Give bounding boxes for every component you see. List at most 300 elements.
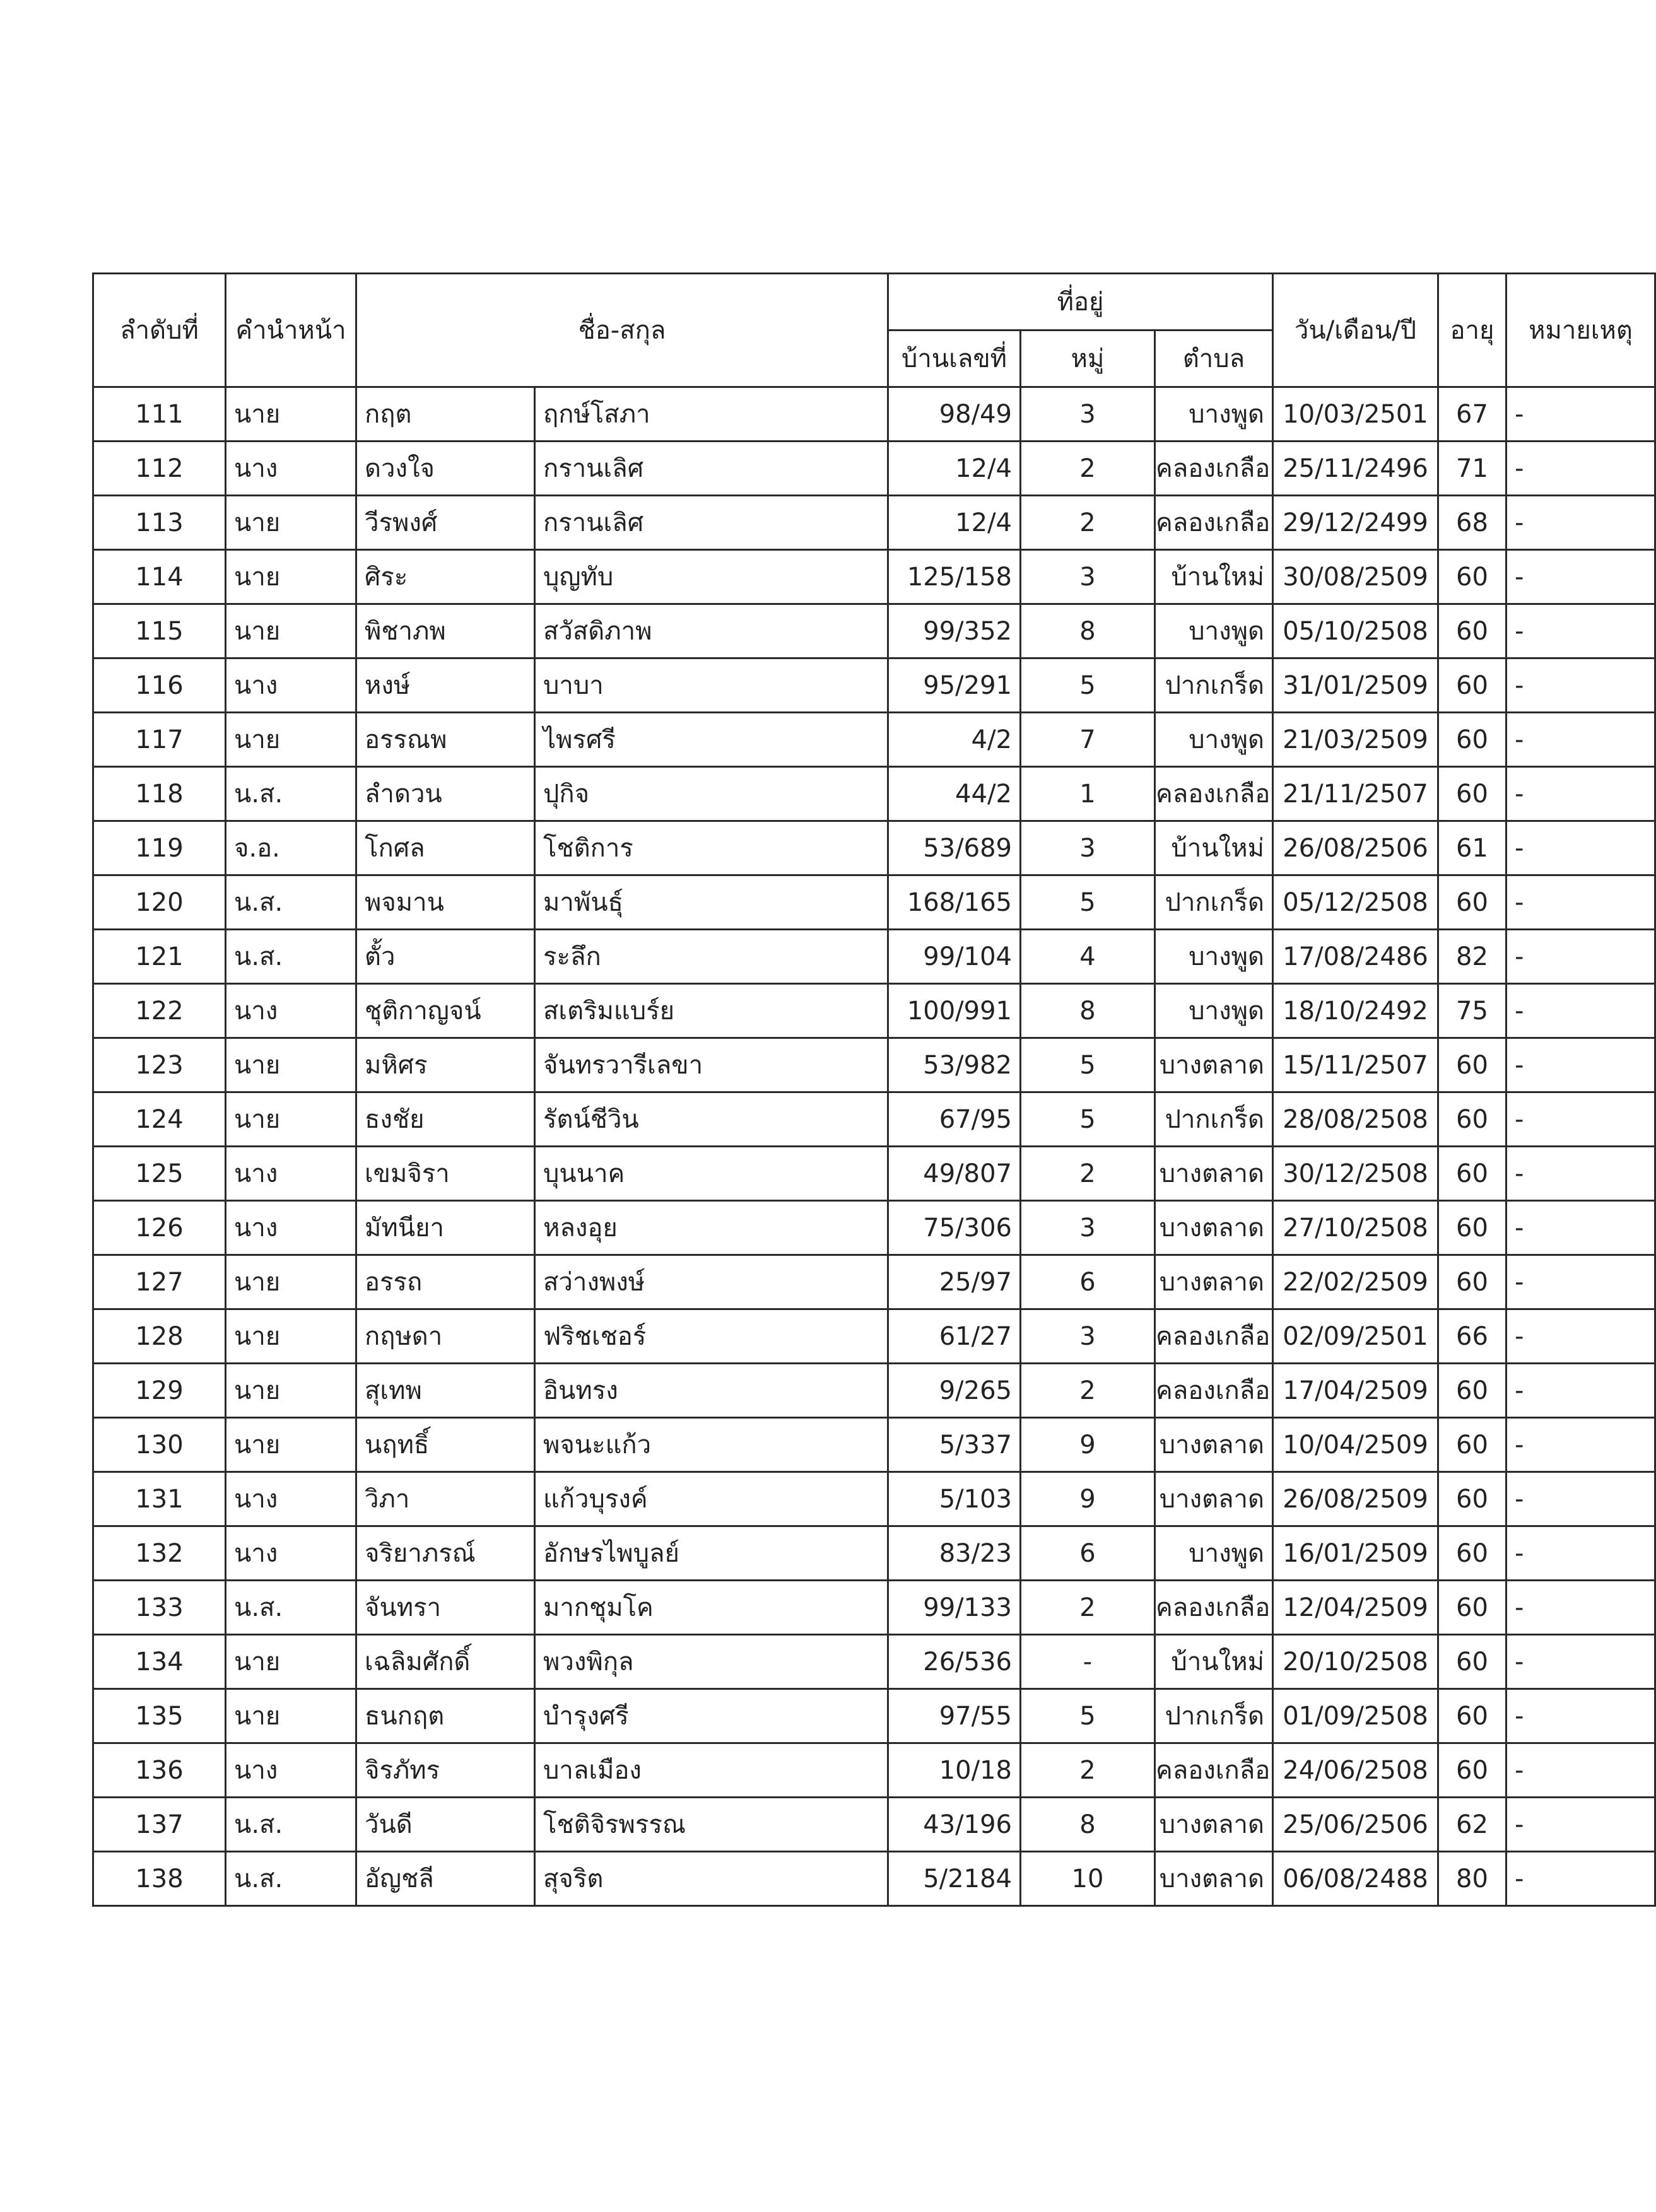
cell-age: 60 [1438, 550, 1506, 604]
cell-no: 135 [93, 1689, 226, 1743]
cell-last-name: สวัสดิภาพ [535, 604, 888, 658]
cell-moo: - [1021, 1635, 1155, 1689]
cell-tambon: บางตลาด [1155, 1472, 1273, 1526]
table-row [93, 1309, 1655, 1364]
cell-moo: 1 [1021, 767, 1155, 821]
cell-no: 130 [93, 1418, 226, 1472]
cell-last-name: ฟริชเชอร์ [535, 1309, 888, 1364]
cell-dob: 21/11/2507 [1273, 767, 1438, 821]
cell-prefix: นาง [226, 442, 356, 496]
cell-no: 122 [93, 984, 226, 1038]
cell-note: - [1506, 1309, 1618, 1364]
table-row [93, 1852, 1655, 1906]
cell-moo: 9 [1021, 1472, 1155, 1526]
cell-dob: 28/08/2508 [1273, 1092, 1438, 1147]
cell-house-no: 4/2 [888, 713, 1021, 767]
cell-moo: 3 [1021, 387, 1155, 442]
cell-first-name: สุเทพ [356, 1364, 535, 1418]
cell-house-no: 75/306 [888, 1201, 1021, 1255]
cell-house-no: 5/337 [888, 1418, 1021, 1472]
cell-first-name: ธนกฤต [356, 1689, 535, 1743]
cell-first-name: กฤษดา [356, 1309, 535, 1364]
cell-house-no: 61/27 [888, 1309, 1021, 1364]
cell-tambon: คลองเกลือ [1155, 496, 1273, 550]
cell-tambon: บางพูด [1155, 604, 1273, 658]
table-row [93, 1092, 1655, 1147]
cell-first-name: จิรภัทร [356, 1743, 535, 1798]
cell-moo: 8 [1021, 984, 1155, 1038]
cell-house-no: 10/18 [888, 1743, 1021, 1798]
cell-moo: 2 [1021, 496, 1155, 550]
cell-moo: 8 [1021, 604, 1155, 658]
cell-age: 60 [1438, 1201, 1506, 1255]
cell-age: 61 [1438, 821, 1506, 875]
cell-spacer [1618, 1092, 1655, 1147]
cell-first-name: วันดี [356, 1798, 535, 1852]
cell-house-no: 9/265 [888, 1364, 1021, 1418]
cell-spacer [1618, 821, 1655, 875]
cell-prefix: น.ส. [226, 1852, 356, 1906]
cell-age: 67 [1438, 387, 1506, 442]
cell-spacer [1618, 1364, 1655, 1418]
cell-dob: 05/10/2508 [1273, 604, 1438, 658]
cell-spacer [1618, 713, 1655, 767]
cell-age: 66 [1438, 1309, 1506, 1364]
cell-first-name: จันทรา [356, 1581, 535, 1635]
cell-age: 60 [1438, 604, 1506, 658]
table-row [93, 1581, 1655, 1635]
cell-note: - [1506, 550, 1618, 604]
cell-age: 60 [1438, 1418, 1506, 1472]
cell-spacer [1618, 550, 1655, 604]
cell-house-no: 83/23 [888, 1526, 1021, 1581]
cell-tambon: คลองเกลือ [1155, 442, 1273, 496]
table-row [93, 1038, 1655, 1092]
cell-note: - [1506, 1038, 1618, 1092]
cell-no: 137 [93, 1798, 226, 1852]
cell-note: - [1506, 930, 1618, 984]
cell-house-no: 53/982 [888, 1038, 1021, 1092]
cell-dob: 05/12/2508 [1273, 875, 1438, 930]
cell-last-name: ระลึก [535, 930, 888, 984]
cell-note: - [1506, 984, 1618, 1038]
cell-prefix: จ.อ. [226, 821, 356, 875]
cell-first-name: พจมาน [356, 875, 535, 930]
cell-first-name: ศิระ [356, 550, 535, 604]
cell-house-no: 168/165 [888, 875, 1021, 930]
header-house-no: บ้านเลขที่ [888, 331, 1021, 387]
cell-moo: 2 [1021, 1743, 1155, 1798]
cell-age: 60 [1438, 1092, 1506, 1147]
cell-tambon: บางตลาด [1155, 1201, 1273, 1255]
cell-last-name: บาบา [535, 658, 888, 713]
header-prefix: คำนำหน้า [226, 274, 356, 387]
cell-dob: 26/08/2509 [1273, 1472, 1438, 1526]
cell-note: - [1506, 496, 1618, 550]
cell-dob: 27/10/2508 [1273, 1201, 1438, 1255]
cell-moo: 3 [1021, 821, 1155, 875]
cell-moo: 5 [1021, 1689, 1155, 1743]
cell-prefix: นาย [226, 1255, 356, 1309]
cell-age: 62 [1438, 1798, 1506, 1852]
cell-no: 127 [93, 1255, 226, 1309]
header-dob: วัน/เดือน/ปี [1273, 274, 1438, 387]
cell-last-name: ปุกิจ [535, 767, 888, 821]
table-row [93, 1364, 1655, 1418]
cell-age: 60 [1438, 875, 1506, 930]
cell-last-name: ฤกษ์โสภา [535, 387, 888, 442]
cell-tambon: คลองเกลือ [1155, 1364, 1273, 1418]
header-note: หมายเหตุ [1506, 274, 1655, 387]
cell-spacer [1618, 1581, 1655, 1635]
cell-dob: 12/04/2509 [1273, 1581, 1438, 1635]
cell-age: 60 [1438, 767, 1506, 821]
cell-house-no: 67/95 [888, 1092, 1021, 1147]
cell-dob: 26/08/2506 [1273, 821, 1438, 875]
cell-no: 136 [93, 1743, 226, 1798]
cell-note: - [1506, 1147, 1618, 1201]
cell-prefix: นาย [226, 496, 356, 550]
cell-spacer [1618, 1689, 1655, 1743]
cell-tambon: คลองเกลือ [1155, 1581, 1273, 1635]
cell-moo: 5 [1021, 658, 1155, 713]
cell-moo: 4 [1021, 930, 1155, 984]
cell-tambon: บางตลาด [1155, 1255, 1273, 1309]
cell-tambon: ปากเกร็ด [1155, 875, 1273, 930]
cell-tambon: บางตลาด [1155, 1798, 1273, 1852]
cell-spacer [1618, 1309, 1655, 1364]
cell-first-name: มหิศร [356, 1038, 535, 1092]
cell-house-no: 12/4 [888, 442, 1021, 496]
cell-age: 60 [1438, 1581, 1506, 1635]
cell-moo: 10 [1021, 1852, 1155, 1906]
cell-last-name: หลงอุย [535, 1201, 888, 1255]
cell-note: - [1506, 1852, 1618, 1906]
table-row [93, 713, 1655, 767]
cell-first-name: ตั้ว [356, 930, 535, 984]
table-row [93, 604, 1655, 658]
cell-spacer [1618, 1038, 1655, 1092]
cell-house-no: 125/158 [888, 550, 1021, 604]
cell-note: - [1506, 387, 1618, 442]
cell-no: 128 [93, 1309, 226, 1364]
cell-note: - [1506, 604, 1618, 658]
cell-house-no: 25/97 [888, 1255, 1021, 1309]
header-age: อายุ [1438, 274, 1506, 387]
header-moo: หมู่ [1021, 331, 1155, 387]
cell-first-name: เฉลิมศักดิ์ [356, 1635, 535, 1689]
cell-tambon: บางพูด [1155, 713, 1273, 767]
cell-first-name: พิชาภพ [356, 604, 535, 658]
cell-last-name: พวงพิกุล [535, 1635, 888, 1689]
cell-house-no: 5/2184 [888, 1852, 1021, 1906]
table-row [93, 767, 1655, 821]
table-body [93, 387, 1655, 1906]
cell-note: - [1506, 1743, 1618, 1798]
cell-tambon: ปากเกร็ด [1155, 1689, 1273, 1743]
cell-tambon: บ้านใหม่ [1155, 821, 1273, 875]
cell-no: 131 [93, 1472, 226, 1526]
cell-no: 116 [93, 658, 226, 713]
cell-moo: 5 [1021, 1038, 1155, 1092]
cell-no: 115 [93, 604, 226, 658]
cell-moo: 3 [1021, 1309, 1155, 1364]
cell-first-name: วีรพงศ์ [356, 496, 535, 550]
cell-prefix: น.ส. [226, 1581, 356, 1635]
cell-age: 60 [1438, 1255, 1506, 1309]
cell-prefix: นาย [226, 604, 356, 658]
cell-spacer [1618, 1743, 1655, 1798]
cell-house-no: 5/103 [888, 1472, 1021, 1526]
cell-age: 60 [1438, 1038, 1506, 1092]
table-row [93, 496, 1655, 550]
cell-house-no: 100/991 [888, 984, 1021, 1038]
cell-house-no: 53/689 [888, 821, 1021, 875]
cell-house-no: 49/807 [888, 1147, 1021, 1201]
cell-dob: 22/02/2509 [1273, 1255, 1438, 1309]
cell-no: 114 [93, 550, 226, 604]
cell-spacer [1618, 1852, 1655, 1906]
cell-dob: 18/10/2492 [1273, 984, 1438, 1038]
cell-spacer [1618, 496, 1655, 550]
cell-last-name: กรานเลิศ [535, 442, 888, 496]
cell-no: 112 [93, 442, 226, 496]
cell-moo: 7 [1021, 713, 1155, 767]
cell-prefix: นาย [226, 713, 356, 767]
cell-tambon: บางพูด [1155, 387, 1273, 442]
cell-last-name: บาลเมือง [535, 1743, 888, 1798]
cell-dob: 17/08/2486 [1273, 930, 1438, 984]
cell-prefix: นาย [226, 1689, 356, 1743]
cell-prefix: นาง [226, 984, 356, 1038]
cell-age: 60 [1438, 1743, 1506, 1798]
cell-house-no: 26/536 [888, 1635, 1021, 1689]
cell-dob: 02/09/2501 [1273, 1309, 1438, 1364]
cell-prefix: นาย [226, 1418, 356, 1472]
cell-first-name: ดวงใจ [356, 442, 535, 496]
cell-last-name: โชติการ [535, 821, 888, 875]
cell-age: 60 [1438, 1147, 1506, 1201]
cell-prefix: นาง [226, 1472, 356, 1526]
cell-spacer [1618, 1201, 1655, 1255]
header-name: ชื่อ-สกุล [356, 274, 888, 387]
cell-no: 132 [93, 1526, 226, 1581]
cell-house-no: 99/104 [888, 930, 1021, 984]
cell-prefix: นาง [226, 1743, 356, 1798]
cell-prefix: น.ส. [226, 767, 356, 821]
cell-prefix: น.ส. [226, 1798, 356, 1852]
cell-dob: 31/01/2509 [1273, 658, 1438, 713]
cell-dob: 21/03/2509 [1273, 713, 1438, 767]
cell-no: 119 [93, 821, 226, 875]
table-header [93, 274, 1655, 387]
cell-dob: 29/12/2499 [1273, 496, 1438, 550]
cell-no: 113 [93, 496, 226, 550]
header-tambon: ตำบล [1155, 331, 1273, 387]
cell-age: 60 [1438, 658, 1506, 713]
cell-age: 75 [1438, 984, 1506, 1038]
cell-note: - [1506, 875, 1618, 930]
table-row [93, 930, 1655, 984]
cell-moo: 2 [1021, 1147, 1155, 1201]
cell-prefix: น.ส. [226, 930, 356, 984]
cell-dob: 30/12/2508 [1273, 1147, 1438, 1201]
cell-house-no: 44/2 [888, 767, 1021, 821]
cell-dob: 24/06/2508 [1273, 1743, 1438, 1798]
cell-prefix: นาง [226, 1201, 356, 1255]
cell-no: 134 [93, 1635, 226, 1689]
cell-prefix: น.ส. [226, 875, 356, 930]
cell-first-name: กฤต [356, 387, 535, 442]
cell-house-no: 97/55 [888, 1689, 1021, 1743]
table-row [93, 1472, 1655, 1526]
cell-spacer [1618, 442, 1655, 496]
cell-no: 124 [93, 1092, 226, 1147]
cell-last-name: รัตน์ชีวิน [535, 1092, 888, 1147]
cell-house-no: 98/49 [888, 387, 1021, 442]
cell-no: 111 [93, 387, 226, 442]
cell-first-name: อัญชลี [356, 1852, 535, 1906]
table-row [93, 1147, 1655, 1201]
cell-tambon: บ้านใหม่ [1155, 550, 1273, 604]
cell-spacer [1618, 1255, 1655, 1309]
cell-age: 80 [1438, 1852, 1506, 1906]
cell-first-name: ธงชัย [356, 1092, 535, 1147]
cell-dob: 10/03/2501 [1273, 387, 1438, 442]
cell-dob: 17/04/2509 [1273, 1364, 1438, 1418]
table-row [93, 1743, 1655, 1798]
table-row [93, 387, 1655, 442]
cell-moo: 3 [1021, 550, 1155, 604]
cell-note: - [1506, 821, 1618, 875]
table-row [93, 1798, 1655, 1852]
cell-tambon: บางตลาด [1155, 1418, 1273, 1472]
cell-spacer [1618, 930, 1655, 984]
cell-tambon: บางตลาด [1155, 1852, 1273, 1906]
cell-moo: 2 [1021, 1364, 1155, 1418]
cell-age: 60 [1438, 1635, 1506, 1689]
cell-note: - [1506, 767, 1618, 821]
cell-first-name: จริยาภรณ์ [356, 1526, 535, 1581]
cell-no: 133 [93, 1581, 226, 1635]
cell-dob: 25/11/2496 [1273, 442, 1438, 496]
cell-spacer [1618, 1418, 1655, 1472]
cell-no: 126 [93, 1201, 226, 1255]
cell-note: - [1506, 1255, 1618, 1309]
cell-dob: 06/08/2488 [1273, 1852, 1438, 1906]
table-row [93, 984, 1655, 1038]
cell-prefix: นาง [226, 1147, 356, 1201]
cell-moo: 6 [1021, 1255, 1155, 1309]
cell-last-name: บำรุงศรี [535, 1689, 888, 1743]
cell-no: 123 [93, 1038, 226, 1092]
cell-prefix: นาย [226, 550, 356, 604]
table-row [93, 1526, 1655, 1581]
cell-last-name: พจนะแก้ว [535, 1418, 888, 1472]
cell-last-name: มาพันธุ์ [535, 875, 888, 930]
table-row [93, 1635, 1655, 1689]
cell-last-name: บุนนาค [535, 1147, 888, 1201]
cell-note: - [1506, 1092, 1618, 1147]
cell-first-name: นฤทธิ์ [356, 1418, 535, 1472]
elderly-roster-table [92, 272, 1656, 1907]
cell-moo: 6 [1021, 1526, 1155, 1581]
cell-tambon: บางพูด [1155, 1526, 1273, 1581]
cell-spacer [1618, 875, 1655, 930]
cell-dob: 30/08/2509 [1273, 550, 1438, 604]
cell-spacer [1618, 1472, 1655, 1526]
cell-house-no: 99/352 [888, 604, 1021, 658]
cell-spacer [1618, 658, 1655, 713]
cell-age: 71 [1438, 442, 1506, 496]
header-no: ลำดับที่ [93, 274, 226, 387]
cell-tambon: บางพูด [1155, 930, 1273, 984]
cell-age: 82 [1438, 930, 1506, 984]
cell-age: 60 [1438, 1472, 1506, 1526]
cell-last-name: จันทรวารีเลขา [535, 1038, 888, 1092]
cell-dob: 01/09/2508 [1273, 1689, 1438, 1743]
cell-dob: 20/10/2508 [1273, 1635, 1438, 1689]
cell-note: - [1506, 1201, 1618, 1255]
cell-spacer [1618, 1798, 1655, 1852]
cell-spacer [1618, 1635, 1655, 1689]
cell-moo: 2 [1021, 442, 1155, 496]
table-row [93, 1255, 1655, 1309]
cell-note: - [1506, 1418, 1618, 1472]
table-row [93, 821, 1655, 875]
cell-last-name: บุญทับ [535, 550, 888, 604]
cell-spacer [1618, 604, 1655, 658]
cell-prefix: นาย [226, 387, 356, 442]
cell-tambon: ปากเกร็ด [1155, 658, 1273, 713]
cell-no: 117 [93, 713, 226, 767]
cell-dob: 10/04/2509 [1273, 1418, 1438, 1472]
cell-age: 60 [1438, 1526, 1506, 1581]
cell-first-name: ลำดวน [356, 767, 535, 821]
cell-prefix: นาง [226, 658, 356, 713]
cell-prefix: นาย [226, 1038, 356, 1092]
table-row [93, 550, 1655, 604]
cell-prefix: นาย [226, 1364, 356, 1418]
table-row [93, 1689, 1655, 1743]
cell-no: 125 [93, 1147, 226, 1201]
cell-tambon: บางตลาด [1155, 1147, 1273, 1201]
table-row [93, 442, 1655, 496]
header-address: ที่อยู่ [888, 274, 1273, 331]
cell-no: 129 [93, 1364, 226, 1418]
cell-dob: 25/06/2506 [1273, 1798, 1438, 1852]
table-row [93, 1201, 1655, 1255]
cell-first-name: อรรณพ [356, 713, 535, 767]
cell-moo: 5 [1021, 875, 1155, 930]
header-row-1 [93, 274, 1655, 331]
cell-house-no: 43/196 [888, 1798, 1021, 1852]
cell-last-name: มากชุมโค [535, 1581, 888, 1635]
cell-spacer [1618, 1526, 1655, 1581]
cell-age: 68 [1438, 496, 1506, 550]
table-row [93, 875, 1655, 930]
cell-house-no: 95/291 [888, 658, 1021, 713]
cell-note: - [1506, 1472, 1618, 1526]
cell-spacer [1618, 387, 1655, 442]
cell-last-name: ไพรศรี [535, 713, 888, 767]
cell-note: - [1506, 1689, 1618, 1743]
cell-note: - [1506, 1364, 1618, 1418]
cell-moo: 5 [1021, 1092, 1155, 1147]
cell-moo: 3 [1021, 1201, 1155, 1255]
cell-tambon: บางพูด [1155, 984, 1273, 1038]
cell-house-no: 12/4 [888, 496, 1021, 550]
